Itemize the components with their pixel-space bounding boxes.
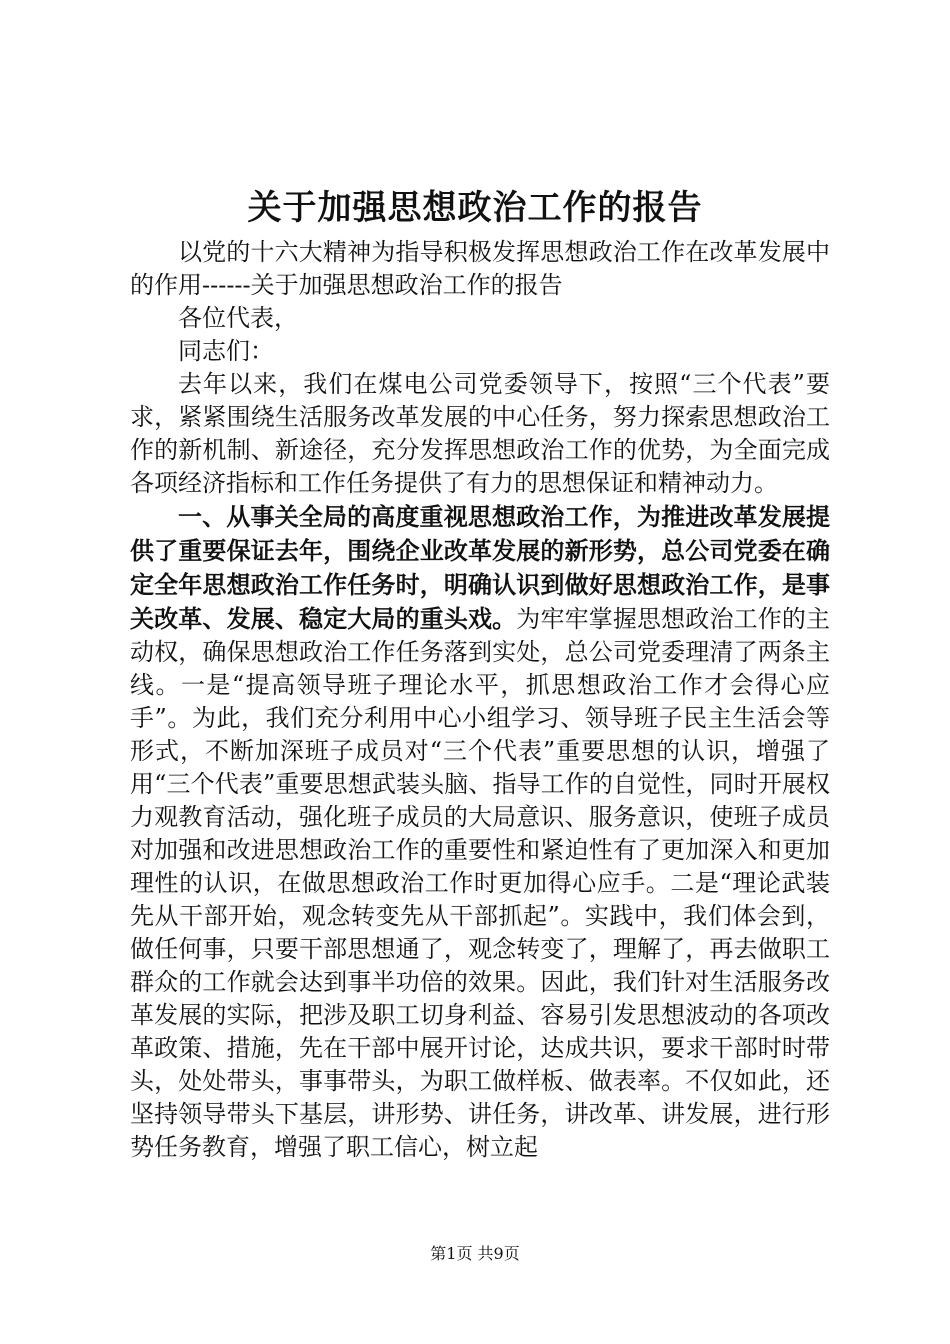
document-title: 关于加强思想政治工作的报告	[247, 188, 703, 228]
document-body	[130, 236, 830, 1164]
opening-paragraph: 去年以来，我们在煤电公司党委领导下，按照“三个代表”要求，紧紧围绕生活服务改革发展的中心任务，努力探索思想政治工作的新机制、新途径，充分发挥思想政治工作的优势，为全面完成各项经济指标和工作任务提供了有力的思想保证和精神动力。	[130, 370, 830, 497]
salutation-representatives: 各位代表，	[178, 304, 298, 332]
salutation-comrades: 同志们：	[178, 337, 274, 365]
section-one-heading: 一、从事关全局的高度重视思想政治工作，为推进改革发展提供了重要保证去年，围绕企业改革发展的新形势，总公司党委在确定全年思想政治工作任务时，明确认识到做好思想政治工作，是事关改革、发展、稳定大局的重头戏。	[130, 502, 830, 633]
section-one-paragraph	[130, 500, 830, 1164]
page-number-footer: 第1页 共9页	[430, 1244, 520, 1263]
section-one-body: 为牢牢掌握思想政治工作的主动权，确保思想政治工作任务落到实处，总公司党委理清了两条主线。一是“提高领导班子理论水平，抓思想政治工作才会得心应手”。为此，我们充分利用中心小组学习、领导班子民主生活会等形式，不断加深班子成员对“三个代表”重要思想的认识，增强了用“三个代表”重要思想武装头脑、指导工作的自觉性，同时开展权力观教育活动，强化班子成员的大局意识、服务意识，使班子成员对加强和改进思想政治工作的重要性和紧迫性有了更加深入和更加理性的认识，在做思想政治工作时更加得心应手。二是“理论武装先从干部开始，观念转变先从干部抓起”。实践中，我们体会到，做任何事，只要干部思想通了，观念转变了，理解了，再去做职工群众的工作就会达到事半功倍的效果。因此，我们针对生活服务改革发展的实际，把涉及职工切身利益、容易引发思想波动的各项改革政策、措施，先在干部中展开讨论，达成共识，要求干部时时带头，处处带头，事事带头，为职工做样板、做表率。不仅如此，还坚持领导带头下基层，讲形势、讲任务，讲改革、讲发展，进行形势任务教育，增强了职工信心，树立起	[130, 605, 831, 1161]
intro-paragraph: 以党的十六大精神为指导积极发挥思想政治工作在改革发展中的作用------关于加强思想政治工作的报告	[130, 238, 830, 299]
